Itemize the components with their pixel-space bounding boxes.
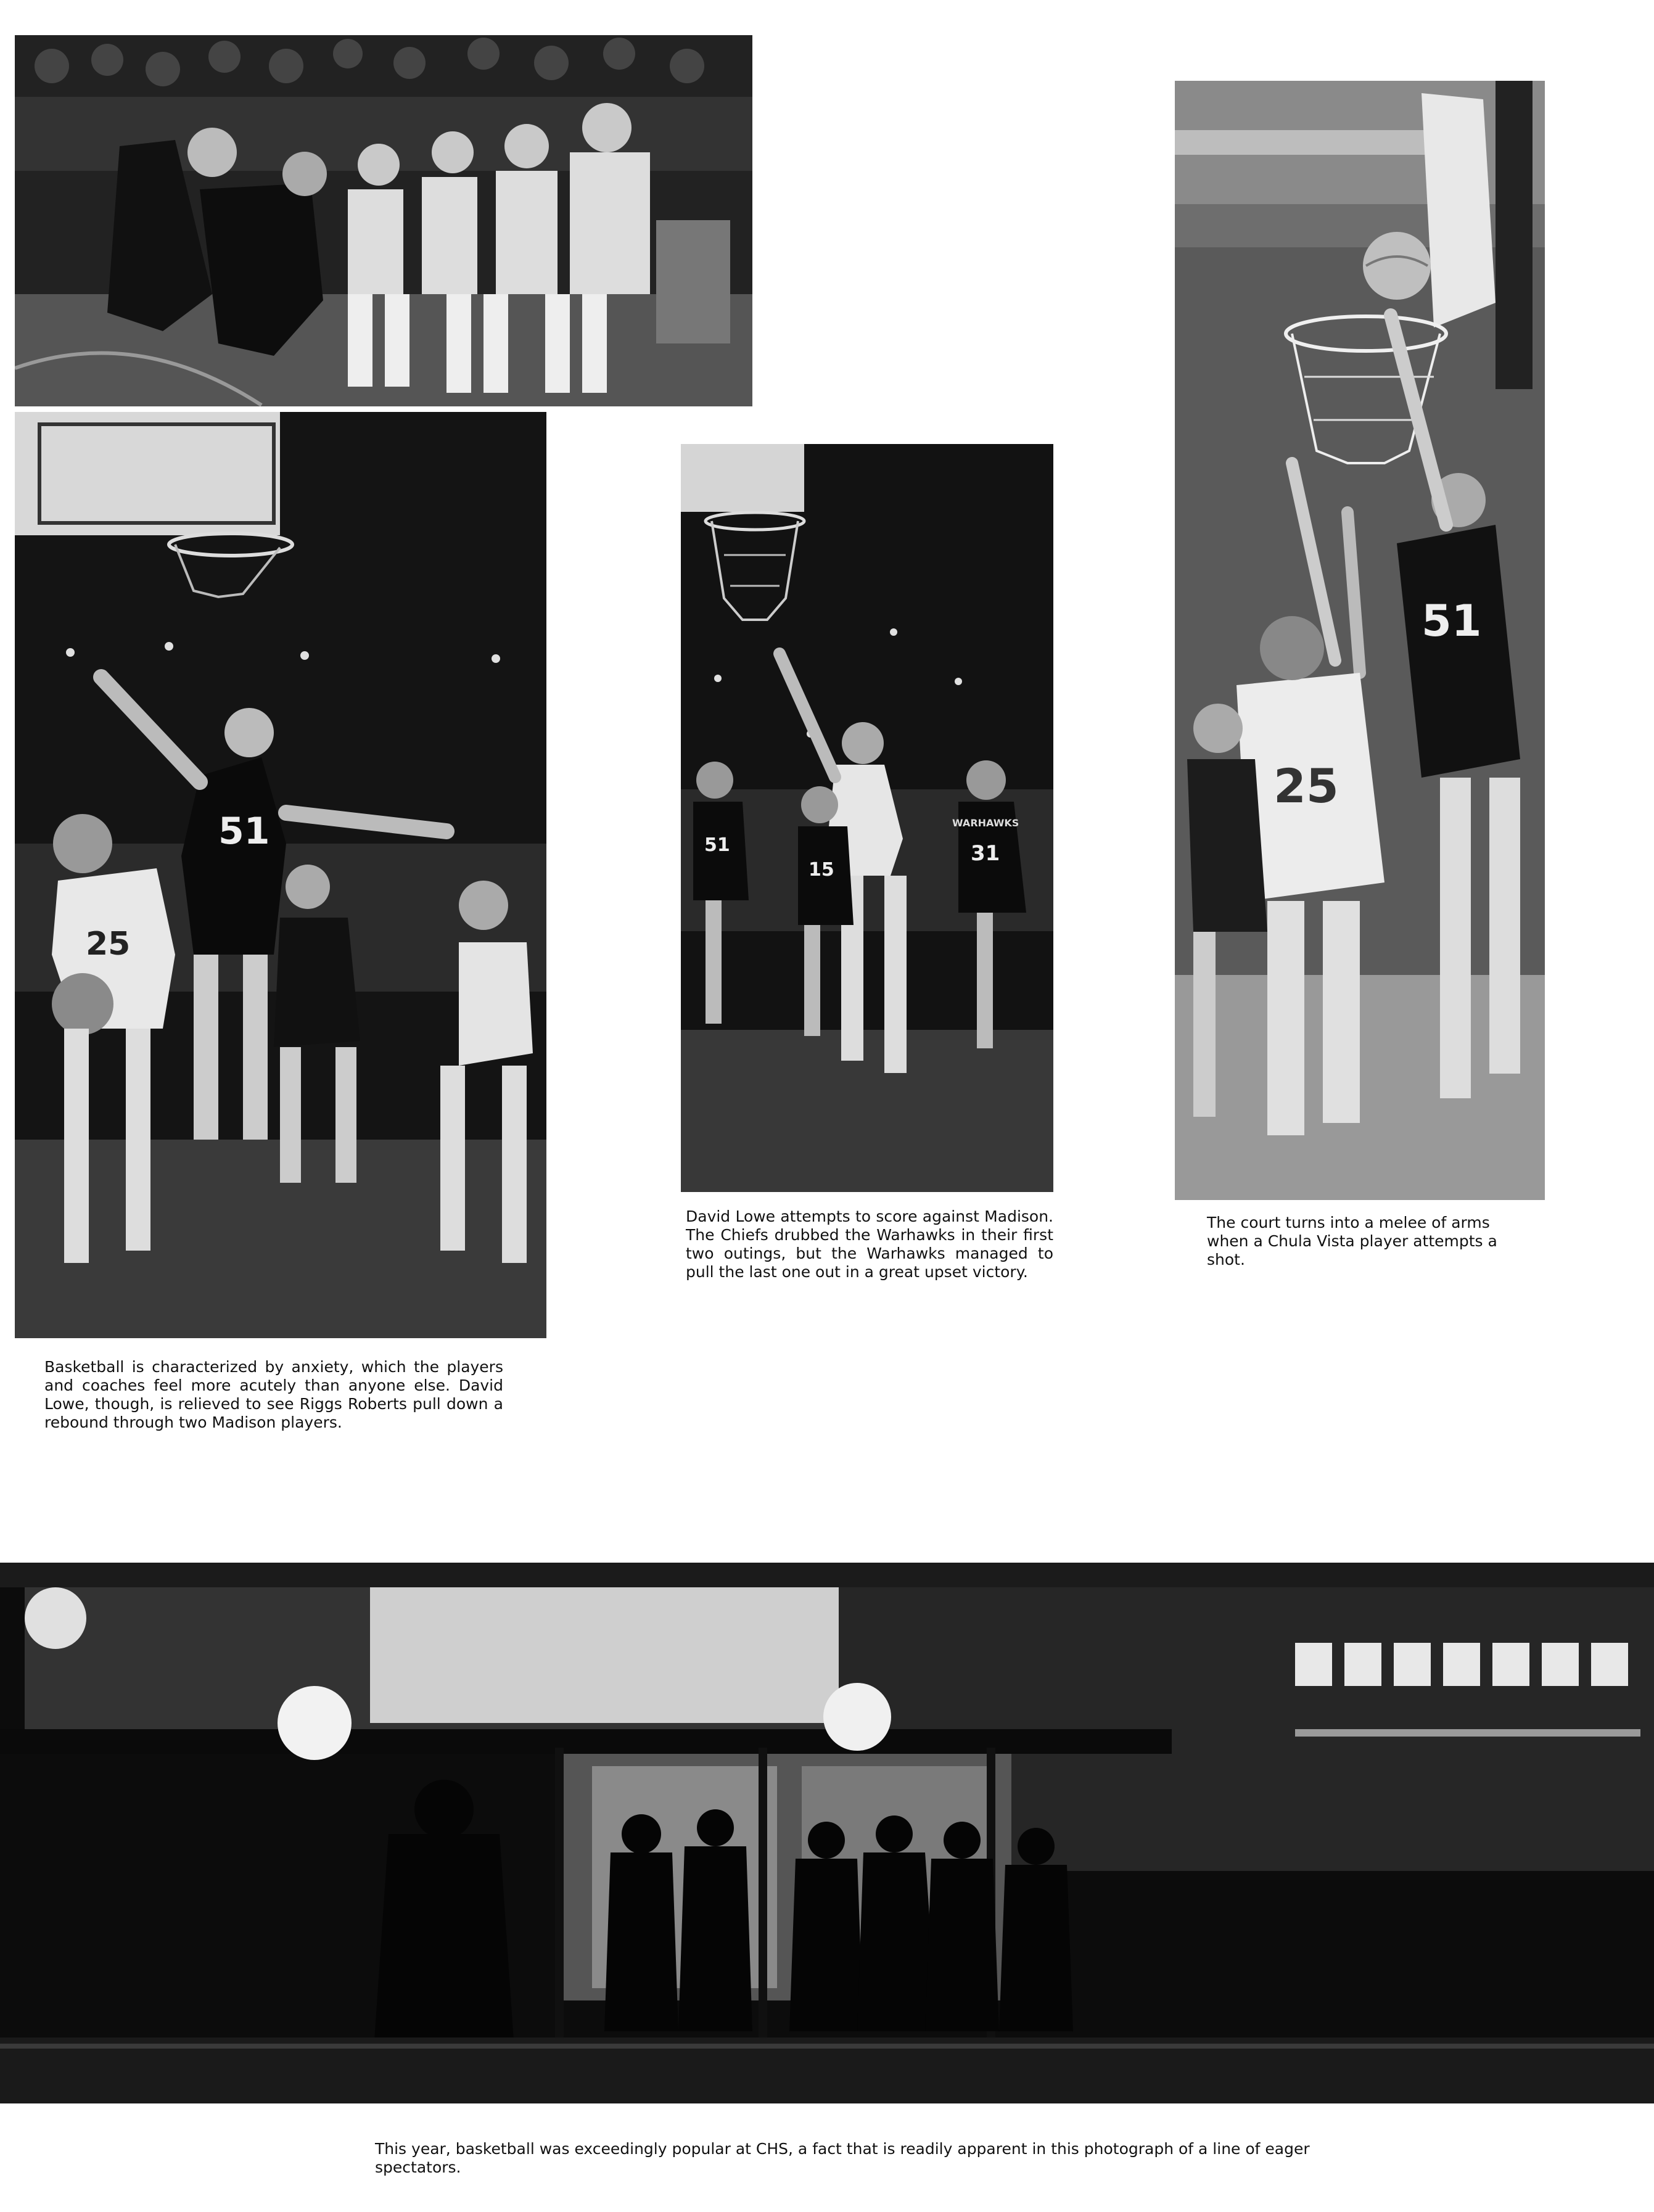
jersey-team-text: WARHAWKS	[952, 817, 1019, 829]
rebound-caption: Basketball is characterized by anxiety, which the players and coaches feel more acutely than anyone else. David Lowe, though, is relieved to see Riggs Roberts pull down a rebound through two Madison players.	[44, 1358, 503, 1431]
jersey-number: 25	[1273, 759, 1339, 813]
rebound-action-photo-icon	[15, 412, 546, 1338]
jersey-number: 25	[86, 926, 131, 963]
bench-photo	[15, 35, 752, 406]
jersey-number: 51	[704, 834, 730, 856]
layup-caption: David Lowe attempts to score against Madison. The Chiefs drubbed the Warhawks in their first two outings, but the Warhawks managed to pull the last one out in a great upset victory.	[686, 1207, 1053, 1281]
jersey-number: 15	[808, 859, 834, 881]
melee-caption: The court turns into a melee of arms when a Chula Vista player attempts a shot.	[1207, 1214, 1497, 1268]
jersey-number: 51	[218, 810, 270, 853]
melee-photo	[1175, 81, 1545, 1200]
layup-photo	[681, 444, 1053, 1192]
jersey-number: 51	[1422, 596, 1482, 646]
rebound-photo	[15, 412, 546, 1338]
spectators-caption: This year, basketball was exceedingly popular at CHS, a fact that is readily apparent in this photograph of a line of eager spectators.	[375, 2140, 1310, 2176]
melee-under-basket-photo-icon	[1175, 81, 1545, 1200]
layup-action-photo-icon	[681, 444, 1053, 1192]
bench-players-photo-icon	[15, 35, 752, 406]
spectators-photo	[0, 1563, 1654, 2103]
night-spectators-photo-icon	[0, 1563, 1654, 2103]
jersey-number: 31	[971, 841, 1000, 866]
